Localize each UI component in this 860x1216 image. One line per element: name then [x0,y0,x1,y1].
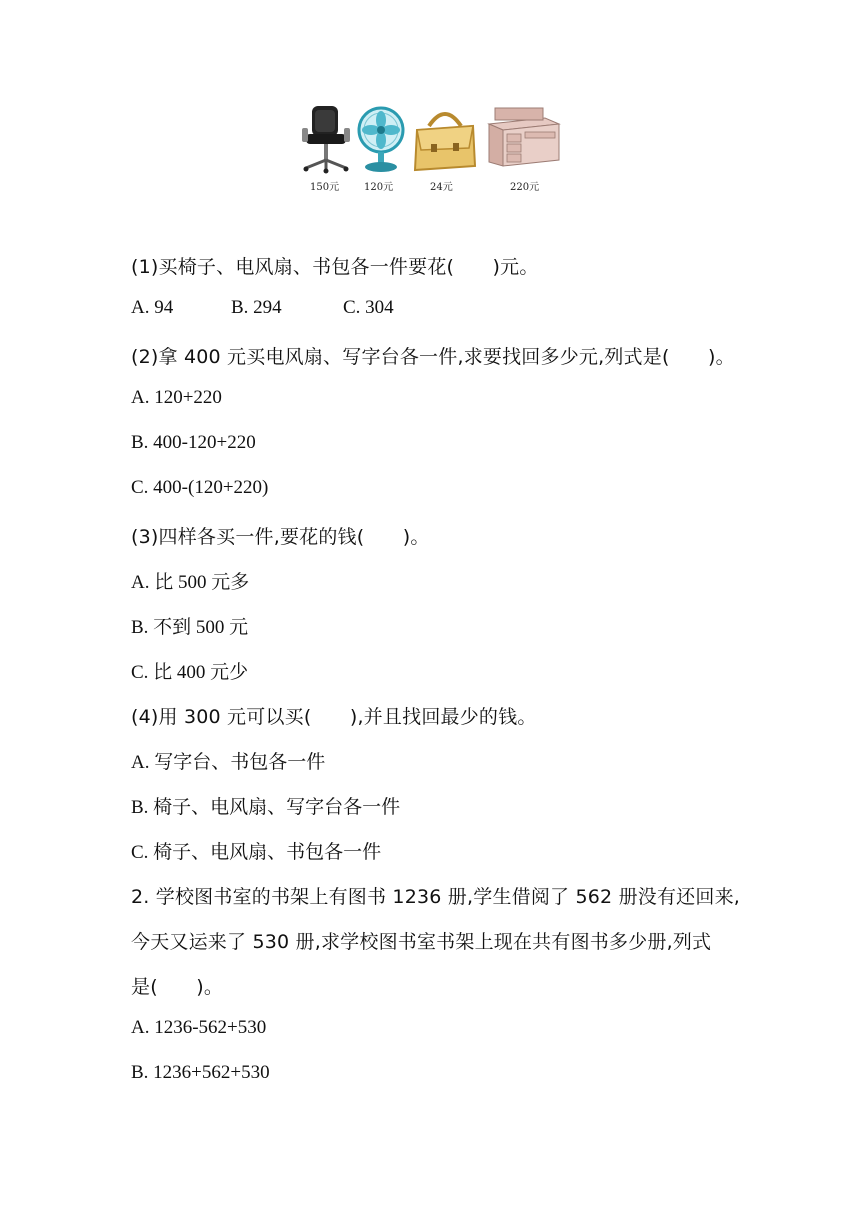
question-4: (4)用 300 元可以买( ),并且找回最少的钱。 [131,706,537,728]
option-b: B. 1236+562+530 [131,1062,270,1083]
question-2-line-1: 2. 学校图书室的书架上有图书 1236 册,学生借阅了 562 册没有还回来, [131,886,741,908]
question-1: (1)买椅子、电风扇、书包各一件要花( )元。 [131,256,539,278]
writing-desk-icon [485,104,561,174]
option-b: B. 椅子、电风扇、写字台各一件 [131,797,401,818]
school-bag-icon [411,104,479,174]
fan-item [354,104,408,193]
option-c: C. 400-(120+220) [131,477,269,498]
question-1-options [131,297,394,319]
desk-item [484,104,562,193]
chair-item [298,104,354,193]
price-label: 24元 [430,182,453,193]
option-c: C. 比 400 元少 [131,662,249,683]
option-b: B. 400-120+220 [131,432,256,453]
option-b: B. 294 [231,297,282,318]
price-label: 220元 [510,182,540,193]
option-b: B. 不到 500 元 [131,617,249,638]
office-chair-icon [300,104,352,174]
option-a: A. 比 500 元多 [131,572,250,593]
bag-item [410,104,480,193]
option-c: C. 椅子、电风扇、书包各一件 [131,842,382,863]
price-label: 120元 [364,182,394,193]
option-a: A. 写字台、书包各一件 [131,752,326,773]
product-pictures [296,104,566,194]
electric-fan-icon [355,104,407,174]
question-2-line-2: 今天又运来了 530 册,求学校图书室书架上现在共有图书多少册,列式 [131,931,712,953]
question-2: (2)拿 400 元买电风扇、写字台各一件,求要找回多少元,列式是( )。 [131,346,735,368]
price-label: 150元 [310,182,340,193]
option-a: A. 120+220 [131,387,222,408]
option-a: A. 1236-562+530 [131,1017,267,1038]
option-c: C. 304 [343,297,394,318]
question-2-line-3: 是( )。 [131,976,224,998]
option-a: A. 94 [131,297,174,318]
question-3: (3)四样各买一件,要花的钱( )。 [131,526,430,548]
